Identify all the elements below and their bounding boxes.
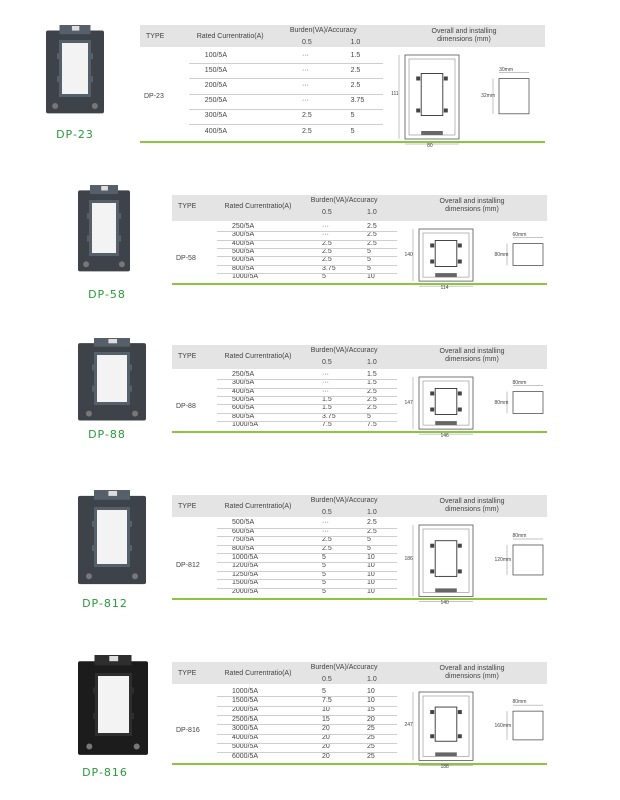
cell-accuracy-10: 2.5	[350, 66, 361, 74]
table-header	[172, 345, 547, 369]
dim-height-label: 111	[391, 91, 399, 97]
header-overall-line2: dimensions (mm)	[445, 356, 499, 363]
dim-height-label: 247	[404, 721, 413, 728]
product-photo	[76, 338, 148, 424]
row-divider	[217, 752, 397, 753]
row-divider	[217, 588, 397, 589]
row-divider	[217, 265, 397, 266]
cell-accuracy-10: 5	[367, 545, 371, 553]
cell-accuracy-10: 15	[367, 706, 375, 714]
cell-accuracy-05: ···	[322, 371, 329, 379]
cell-accuracy-10: 2.5	[367, 396, 377, 404]
cell-accuracy-10: 2.5	[367, 387, 377, 395]
cell-accuracy-05: ···	[302, 51, 309, 59]
cell-accuracy-10: 2.5	[367, 223, 377, 231]
cell-accuracy-10: 10	[367, 570, 375, 578]
cell-accuracy-05: 20	[322, 734, 330, 742]
cell-accuracy-10: 3.75	[350, 97, 365, 105]
header-accuracy-10: 1.0	[367, 509, 377, 516]
dim-height-label: 186	[404, 555, 413, 562]
cell-accuracy-05: ···	[302, 81, 309, 89]
cell-accuracy-10: 2.5	[367, 527, 377, 535]
row-divider	[217, 248, 397, 249]
row-divider	[217, 536, 397, 537]
dim-side-width-label: 60mm	[512, 231, 527, 238]
cell-accuracy-05: 1.5	[322, 396, 332, 404]
header-overall-line2: dimensions (mm)	[445, 506, 499, 513]
cell-accuracy-05: 2.5	[322, 256, 332, 264]
cell-accuracy-10: 5	[367, 256, 371, 264]
header-overall	[405, 665, 540, 681]
header-rated-current: Rated Currentratio(A)	[196, 33, 264, 40]
header-overall-line1: Overall and installing	[439, 198, 505, 205]
cell-accuracy-10: 5	[367, 412, 371, 420]
cell-accuracy-05: 2.5	[322, 239, 332, 247]
cell-accuracy-10: 5	[367, 264, 371, 272]
cell-ratio: 250/5A	[232, 371, 255, 379]
dimension-drawing	[405, 373, 555, 441]
cell-ratio: 1200/5A	[232, 562, 259, 570]
cell-accuracy-05: ···	[322, 231, 329, 239]
model-label: DP-812	[82, 597, 128, 610]
row-divider	[217, 396, 397, 397]
table-header	[172, 662, 547, 684]
dim-side-width-label: 80mm	[512, 699, 527, 706]
header-type: TYPE	[178, 670, 197, 677]
dim-side-height-label: 160mm	[494, 722, 512, 729]
cell-accuracy-10: 25	[367, 724, 375, 732]
row-divider	[217, 571, 397, 572]
header-overall	[405, 348, 540, 364]
cell-ratio: 1000/5A	[232, 553, 259, 561]
cell-accuracy-05: 20	[322, 724, 330, 732]
cell-accuracy-05: 5	[322, 272, 326, 280]
cell-ratio: 6000/5A	[232, 752, 259, 760]
dim-width-label: 80	[427, 143, 433, 149]
product-photo	[76, 655, 150, 759]
header-overall	[391, 28, 537, 44]
cell-accuracy-05: ···	[322, 527, 329, 535]
cell-accuracy-10: 5	[350, 112, 355, 120]
cell-accuracy-10: 2.5	[367, 404, 377, 412]
row-divider	[217, 404, 397, 405]
cell-ratio: 600/5A	[232, 404, 255, 412]
dimension-drawing	[405, 225, 555, 293]
header-type: TYPE	[178, 353, 197, 360]
cell-ratio: 2000/5A	[232, 588, 259, 596]
table-header	[140, 25, 545, 47]
row-divider	[217, 421, 397, 422]
cell-ratio: 300/5A	[232, 379, 255, 387]
dim-side-width-label: 80mm	[512, 379, 527, 386]
header-accuracy-05: 0.5	[322, 359, 332, 366]
cell-accuracy-10: 2.5	[350, 81, 361, 89]
row-divider	[217, 734, 397, 735]
model-label: DP-88	[88, 428, 126, 441]
header-accuracy-10: 1.0	[350, 39, 361, 46]
cell-accuracy-05: ···	[302, 66, 309, 74]
header-type: TYPE	[178, 503, 197, 510]
dim-width-label: 114	[440, 285, 449, 292]
cell-accuracy-05: ···	[322, 519, 329, 527]
cell-ratio: 500/5A	[232, 519, 255, 527]
cell-accuracy-05: ···	[322, 379, 329, 387]
dim-side-width-label: 80mm	[512, 532, 527, 539]
cell-ratio: 250/5A	[204, 97, 227, 105]
cell-ratio: 300/5A	[232, 231, 255, 239]
row-divider	[217, 696, 397, 697]
dim-height-label: 140	[404, 252, 413, 259]
header-type: TYPE	[178, 203, 197, 210]
table-header	[172, 195, 547, 221]
row-divider	[217, 545, 397, 546]
header-overall-line2: dimensions (mm)	[445, 206, 499, 213]
cell-accuracy-10: 1.5	[350, 51, 361, 59]
cell-ratio: 1000/5A	[232, 687, 259, 695]
header-overall	[405, 498, 540, 514]
type-cell: DP-816	[176, 727, 200, 734]
cell-accuracy-10: 10	[367, 553, 375, 561]
header-burden: Burden(VA)/Accuracy	[289, 27, 357, 34]
dimension-drawing	[405, 521, 555, 608]
header-overall-line1: Overall and installing	[439, 498, 505, 505]
row-divider	[217, 256, 397, 257]
cell-accuracy-05: ···	[322, 387, 329, 395]
header-accuracy-05: 0.5	[322, 509, 332, 516]
cell-ratio: 1000/5A	[232, 420, 259, 428]
row-divider	[217, 240, 397, 241]
cell-accuracy-05: 5	[322, 553, 326, 561]
dimension-drawing	[405, 688, 555, 772]
cell-accuracy-05: 20	[322, 743, 330, 751]
cell-accuracy-05: 5	[322, 570, 326, 578]
row-divider	[217, 706, 397, 707]
row-divider	[217, 553, 397, 554]
cell-accuracy-05: 3.75	[322, 412, 336, 420]
cell-accuracy-10: 5	[367, 248, 371, 256]
cell-ratio: 500/5A	[232, 396, 255, 404]
cell-accuracy-10: 10	[367, 696, 375, 704]
header-overall-line1: Overall and installing	[439, 665, 505, 672]
cell-ratio: 600/5A	[232, 256, 255, 264]
cell-accuracy-10: 10	[367, 562, 375, 570]
header-type: TYPE	[146, 33, 165, 40]
cell-ratio: 1250/5A	[232, 570, 259, 578]
header-overall-line2: dimensions (mm)	[437, 36, 491, 43]
cell-ratio: 400/5A	[204, 127, 227, 135]
header-rated-current: Rated Currentratio(A)	[224, 503, 292, 510]
cell-ratio: 4000/5A	[232, 734, 259, 742]
cell-ratio: 200/5A	[204, 81, 227, 89]
header-overall	[405, 198, 540, 214]
model-label: DP-23	[56, 128, 94, 141]
header-accuracy-10: 1.0	[367, 209, 377, 216]
spec-table	[172, 345, 547, 440]
row-divider	[217, 743, 397, 744]
row-divider	[189, 124, 383, 125]
spec-table	[172, 662, 547, 771]
cell-accuracy-05: 5	[322, 579, 326, 587]
cell-ratio: 400/5A	[232, 387, 255, 395]
cell-accuracy-05: 7.5	[322, 420, 332, 428]
header-burden: Burden(VA)/Accuracy	[310, 497, 378, 504]
cell-accuracy-05: 3.75	[322, 264, 336, 272]
cell-accuracy-10: 5	[350, 127, 355, 135]
cell-accuracy-05: 2.5	[302, 112, 312, 120]
row-divider	[189, 94, 383, 95]
cell-ratio: 1500/5A	[232, 579, 259, 587]
product-photo	[76, 185, 132, 275]
row-divider	[217, 413, 397, 414]
cell-ratio: 600/5A	[232, 527, 255, 535]
row-divider	[189, 109, 383, 110]
header-burden: Burden(VA)/Accuracy	[310, 197, 378, 204]
cell-ratio: 800/5A	[232, 264, 255, 272]
cell-accuracy-05: 10	[322, 706, 330, 714]
cell-accuracy-05: ···	[302, 97, 309, 105]
cell-ratio: 5000/5A	[232, 743, 259, 751]
header-rated-current: Rated Currentratio(A)	[224, 353, 292, 360]
cell-accuracy-10: 2.5	[367, 231, 377, 239]
header-rated-current: Rated Currentratio(A)	[224, 670, 292, 677]
cell-ratio: 250/5A	[232, 223, 255, 231]
cell-accuracy-05: 5	[322, 687, 326, 695]
cell-accuracy-05: 2.5	[302, 127, 312, 135]
header-accuracy-05: 0.5	[322, 209, 332, 216]
product-photo	[44, 25, 106, 117]
dim-side-height-label: 80mm	[494, 400, 509, 407]
row-divider	[217, 379, 397, 380]
cell-ratio: 1500/5A	[232, 696, 259, 704]
cell-accuracy-05: 2.5	[322, 248, 332, 256]
header-accuracy-05: 0.5	[322, 676, 332, 683]
cell-ratio: 500/5A	[232, 248, 255, 256]
table-header	[172, 495, 547, 517]
cell-accuracy-05: 2.5	[322, 536, 332, 544]
cell-accuracy-05: ···	[322, 223, 329, 231]
model-label: DP-816	[82, 766, 128, 779]
cell-accuracy-10: 10	[367, 272, 375, 280]
header-accuracy-05: 0.5	[302, 39, 312, 46]
cell-accuracy-05: 7.5	[322, 696, 332, 704]
cell-ratio: 3000/5A	[232, 724, 259, 732]
header-burden: Burden(VA)/Accuracy	[310, 347, 378, 354]
row-divider	[189, 78, 383, 79]
header-rated-current: Rated Currentratio(A)	[224, 203, 292, 210]
cell-accuracy-10: 2.5	[367, 519, 377, 527]
model-label: DP-58	[88, 288, 126, 301]
spec-table	[172, 495, 547, 607]
cell-ratio: 100/5A	[204, 51, 227, 59]
cell-accuracy-05: 2.5	[322, 545, 332, 553]
cell-ratio: 800/5A	[232, 545, 255, 553]
spec-table	[172, 195, 547, 292]
dim-side-height-label: 32mm	[481, 92, 495, 99]
cell-ratio: 750/5A	[232, 536, 255, 544]
dim-width-label: 188	[440, 764, 449, 771]
cell-accuracy-10: 20	[367, 715, 375, 723]
cell-accuracy-10: 1.5	[367, 379, 377, 387]
cell-accuracy-10: 1.5	[367, 371, 377, 379]
row-divider	[217, 273, 397, 274]
product-photo	[76, 490, 148, 588]
cell-ratio: 2000/5A	[232, 706, 259, 714]
row-divider	[217, 579, 397, 580]
row-divider	[217, 715, 397, 716]
dim-side-height-label: 80mm	[494, 252, 509, 259]
type-cell: DP-58	[176, 255, 196, 262]
cell-accuracy-10: 10	[367, 579, 375, 587]
cell-accuracy-10: 10	[367, 588, 375, 596]
header-burden: Burden(VA)/Accuracy	[310, 664, 378, 671]
cell-accuracy-10: 10	[367, 687, 375, 695]
dim-width-label: 140	[440, 600, 449, 607]
header-overall-line1: Overall and installing	[431, 28, 497, 35]
cell-accuracy-10: 7.5	[367, 420, 377, 428]
row-divider	[217, 388, 397, 389]
cell-ratio: 150/5A	[204, 66, 227, 74]
dim-width-label: 146	[440, 433, 449, 440]
type-cell: DP-23	[144, 93, 164, 100]
cell-ratio: 2500/5A	[232, 715, 259, 723]
cell-accuracy-05: 5	[322, 588, 326, 596]
cell-ratio: 300/5A	[204, 112, 227, 120]
row-divider	[217, 724, 397, 725]
cell-accuracy-10: 25	[367, 734, 375, 742]
cell-accuracy-05: 1.5	[322, 404, 332, 412]
type-cell: DP-812	[176, 562, 200, 569]
cell-accuracy-05: 5	[322, 562, 326, 570]
header-accuracy-10: 1.0	[367, 676, 377, 683]
header-overall-line1: Overall and installing	[439, 348, 505, 355]
dim-height-label: 147	[404, 400, 413, 407]
cell-accuracy-05: 20	[322, 752, 330, 760]
row-divider	[217, 562, 397, 563]
row-divider	[217, 231, 397, 232]
type-cell: DP-88	[176, 403, 196, 410]
cell-accuracy-10: 2.5	[367, 239, 377, 247]
cell-accuracy-10: 5	[367, 536, 371, 544]
cell-ratio: 1000/5A	[232, 272, 259, 280]
row-divider	[217, 528, 397, 529]
cell-accuracy-10: 25	[367, 752, 375, 760]
dim-side-width-label: 30mm	[499, 66, 513, 73]
cell-ratio: 400/5A	[232, 239, 255, 247]
header-overall-line2: dimensions (mm)	[445, 673, 499, 680]
spec-table	[140, 25, 545, 149]
cell-ratio: 800/5A	[232, 412, 255, 420]
dimension-drawing	[391, 51, 541, 151]
dim-side-height-label: 120mm	[494, 557, 512, 564]
cell-accuracy-10: 25	[367, 743, 375, 751]
cell-accuracy-05: 15	[322, 715, 330, 723]
header-accuracy-10: 1.0	[367, 359, 377, 366]
row-divider	[189, 63, 383, 64]
